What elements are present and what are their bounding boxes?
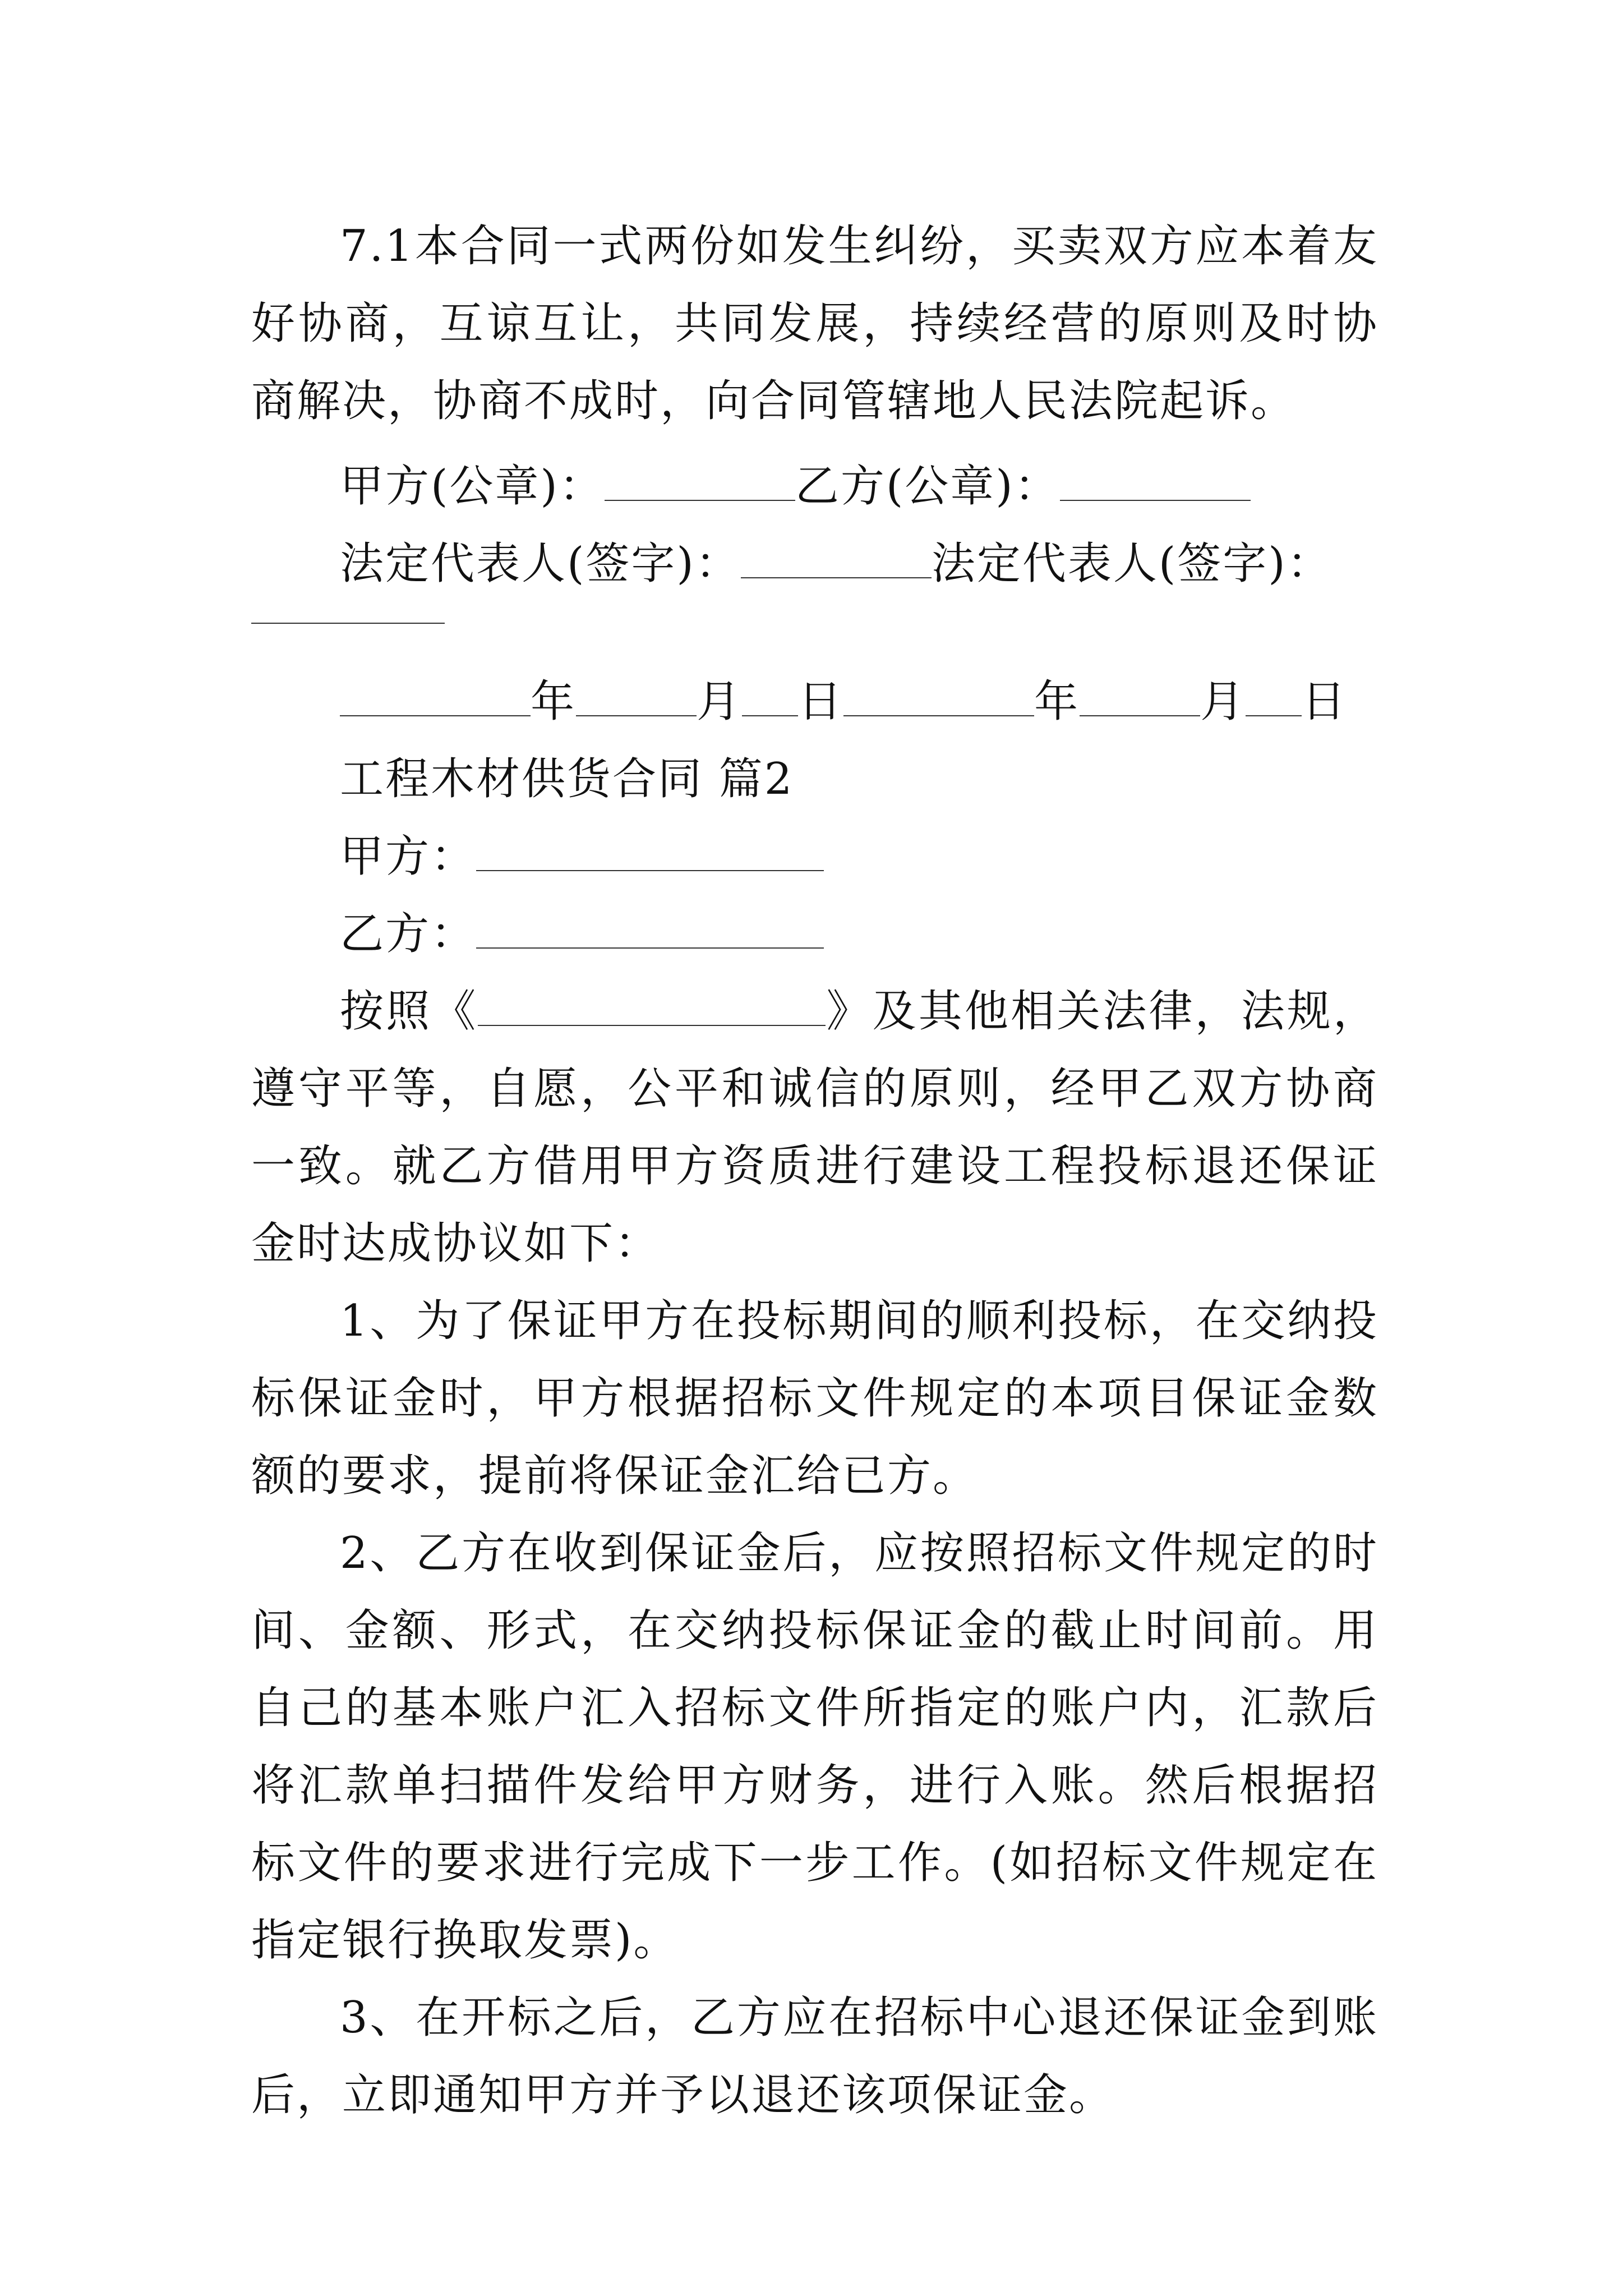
date-b-year: 年 <box>1034 677 1080 727</box>
party-a-line <box>251 818 1378 895</box>
party-b-blank <box>476 908 824 949</box>
document-body <box>251 208 1378 2134</box>
party-b-seal-label: 乙方(公章)： <box>795 461 1060 512</box>
date-a-year: 年 <box>531 677 577 727</box>
date-a-month-blank <box>576 676 697 716</box>
party-a-seal-label: 甲方(公章)： <box>340 461 605 512</box>
date-a-day: 日 <box>798 677 844 727</box>
date-b-year-blank <box>843 676 1034 716</box>
rep-a-blank <box>741 538 932 578</box>
date-a-year-blank <box>340 676 531 716</box>
preamble <box>251 973 1378 1282</box>
clause-1: 1、为了保证甲方在投标期间的顺利投标，在交纳投标保证金时，甲方根据招标文件规定的本项目保证金数额的要求，提前将保证金汇给已方。 <box>251 1296 1378 1501</box>
date-line <box>251 663 1378 740</box>
law-name-blank <box>478 986 826 1026</box>
date-a-month: 月 <box>697 677 743 727</box>
preamble-rest: 》及其他相关法律，法规，遵守平等，自愿，公平和诚信的原则，经甲乙双方协商一致。就乙方借用甲方资质进行建设工程投标退还保证金时达成协议如下： <box>251 986 1378 1269</box>
party-b-seal-blank <box>1060 461 1251 501</box>
party-a-blank <box>476 831 824 871</box>
date-b-month: 月 <box>1200 677 1246 727</box>
representative-line <box>251 525 1378 602</box>
party-b-label: 乙方： <box>340 909 477 959</box>
party-b-line <box>251 895 1378 973</box>
date-a-day-blank <box>742 676 798 716</box>
part-2-title: 工程木材供货合同 篇2 <box>340 754 794 804</box>
rep-b-label: 法定代表人(签字)： <box>931 539 1332 589</box>
clause-2: 2、乙方在收到保证金后，应按照招标文件规定的时间、金额、形式，在交纳投标保证金的截止时间前。用自己的基本账户汇入招标文件所指定的账户内，汇款后将汇款单扫描件发给甲方财务，进行入账。然后根据招标文件的要求进行完成下一步工作。(如招标文件规定在指定银行换取发票)。 <box>251 1528 1378 1966</box>
date-b-day: 日 <box>1302 677 1348 727</box>
rep-b-blank <box>251 623 445 624</box>
clause-3: 3、在开标之后，乙方应在招标中心退还保证金到账后，立即通知甲方并予以退还该项保证金。 <box>251 1993 1378 2120</box>
date-b-day-blank <box>1246 676 1302 716</box>
party-a-seal-blank <box>605 461 795 501</box>
seal-line <box>251 448 1378 525</box>
date-b-month-blank <box>1080 676 1200 716</box>
party-a-label: 甲方： <box>340 831 477 882</box>
clause-7-1: 7.1本合同一式两份如发生纠纷，买卖双方应本着友好协商，互谅互让，共同发展，持续经营的原则及时协商解决，协商不成时，向合同管辖地人民法院起诉。 <box>251 221 1378 426</box>
preamble-prefix: 按照《 <box>340 986 478 1037</box>
rep-a-label: 法定代表人(签字)： <box>340 539 741 589</box>
